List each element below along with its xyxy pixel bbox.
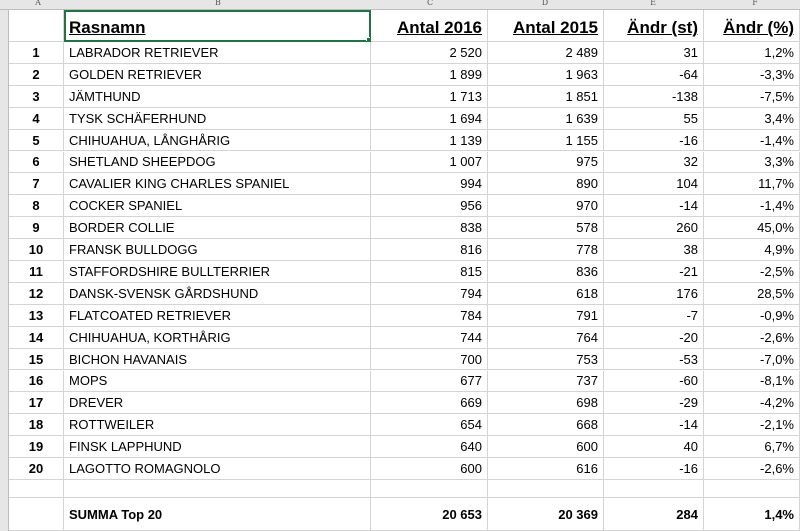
table-row: [9, 42, 800, 64]
cell-change-pct[interactable]: 28,5%: [704, 283, 800, 305]
cell-count-2016[interactable]: 784: [371, 305, 488, 327]
total-row: [9, 498, 800, 531]
cell-breed-name[interactable]: CHIHUAHUA, LÅNGHÅRIG: [64, 130, 371, 152]
table-row: [9, 64, 800, 86]
column-header-b[interactable]: B: [215, 0, 221, 7]
cell-change-abs[interactable]: -64: [604, 64, 704, 86]
cell-change-pct[interactable]: -0,9%: [704, 305, 800, 327]
empty-cell[interactable]: [9, 480, 64, 498]
cell-change-abs[interactable]: 40: [604, 436, 704, 458]
cell-rank[interactable]: 13: [9, 305, 64, 327]
cell-count-2016[interactable]: 1 713: [371, 86, 488, 108]
cell-count-2016[interactable]: 677: [371, 371, 488, 393]
cell-count-2015[interactable]: 970: [488, 195, 604, 217]
cell-count-2015[interactable]: 668: [488, 414, 604, 436]
cell-count-2016[interactable]: 816: [371, 239, 488, 261]
table-row: [9, 261, 800, 283]
cell-breed-name[interactable]: BORDER COLLIE: [64, 217, 371, 239]
cell-change-abs[interactable]: -29: [604, 392, 704, 414]
cell-breed-name[interactable]: DREVER: [64, 392, 371, 414]
empty-cell[interactable]: [488, 480, 604, 498]
cell-count-2015[interactable]: 1 155: [488, 130, 604, 152]
table-row: [9, 217, 800, 239]
empty-cell[interactable]: [64, 480, 371, 498]
cell-change-abs[interactable]: 260: [604, 217, 704, 239]
cell-rank[interactable]: 6: [9, 152, 64, 174]
cell-breed-name[interactable]: FINSK LAPPHUND: [64, 436, 371, 458]
cell-count-2016[interactable]: 2 520: [371, 42, 488, 64]
total-cell-change-abs[interactable]: 284: [604, 498, 704, 531]
cell-change-pct[interactable]: -1,4%: [704, 195, 800, 217]
cell-change-abs[interactable]: -53: [604, 349, 704, 371]
cell-change-pct[interactable]: -7,0%: [704, 349, 800, 371]
cell-change-abs[interactable]: 38: [604, 239, 704, 261]
cell-breed-name[interactable]: FLATCOATED RETRIEVER: [64, 305, 371, 327]
cell-count-2015[interactable]: 698: [488, 392, 604, 414]
cell-change-abs[interactable]: 176: [604, 283, 704, 305]
cell-change-pct[interactable]: 11,7%: [704, 173, 800, 195]
table-row: [9, 130, 800, 152]
cell-count-2015[interactable]: 791: [488, 305, 604, 327]
header-cell-change-abs[interactable]: [604, 10, 704, 42]
cell-count-2016[interactable]: 956: [371, 195, 488, 217]
cell-change-pct[interactable]: -2,6%: [704, 458, 800, 480]
cell-change-abs[interactable]: -60: [604, 371, 704, 393]
cell-rank[interactable]: 19: [9, 436, 64, 458]
cell-breed-name[interactable]: COCKER SPANIEL: [64, 195, 371, 217]
cell-breed-name[interactable]: CHIHUAHUA, KORTHÅRIG: [64, 327, 371, 349]
table-row: [9, 108, 800, 130]
empty-cell[interactable]: [604, 480, 704, 498]
total-cell-label[interactable]: SUMMA Top 20: [64, 498, 371, 531]
cell-change-pct[interactable]: -2,6%: [704, 327, 800, 349]
cell-count-2016[interactable]: 815: [371, 261, 488, 283]
total-cell-count-2016[interactable]: 20 653: [371, 498, 488, 531]
column-header-c[interactable]: C: [426, 0, 434, 7]
cell-breed-name[interactable]: MOPS: [64, 371, 371, 393]
table-row: [9, 152, 800, 174]
cell-change-abs[interactable]: 55: [604, 108, 704, 130]
cell-count-2016[interactable]: 640: [371, 436, 488, 458]
table-row: [9, 371, 800, 393]
cell-count-2015[interactable]: 600: [488, 436, 604, 458]
empty-row: [9, 480, 800, 498]
cell-change-pct[interactable]: -2,1%: [704, 414, 800, 436]
cell-change-pct[interactable]: -7,5%: [704, 86, 800, 108]
table-row: [9, 436, 800, 458]
cell-rank[interactable]: 20: [9, 458, 64, 480]
cell-rank[interactable]: 8: [9, 195, 64, 217]
cell-change-pct[interactable]: 6,7%: [704, 436, 800, 458]
column-header-a[interactable]: A: [35, 0, 41, 7]
table-row: [9, 414, 800, 436]
cell-count-2015[interactable]: 737: [488, 371, 604, 393]
table-row: [9, 195, 800, 217]
table-row: [9, 283, 800, 305]
cell-change-pct[interactable]: -1,4%: [704, 130, 800, 152]
cell-change-abs[interactable]: -14: [604, 414, 704, 436]
cell-breed-name[interactable]: JÄMTHUND: [64, 86, 371, 108]
cell-change-pct[interactable]: 1,2%: [704, 42, 800, 64]
cell-count-2016[interactable]: 1 139: [371, 130, 488, 152]
cell-count-2015[interactable]: 578: [488, 217, 604, 239]
cell-change-abs[interactable]: -138: [604, 86, 704, 108]
cell-count-2015[interactable]: 2 489: [488, 42, 604, 64]
header-row: [9, 10, 800, 42]
cell-rank[interactable]: 17: [9, 392, 64, 414]
cell-breed-name[interactable]: GOLDEN RETRIEVER: [64, 64, 371, 86]
column-header-f[interactable]: F: [752, 0, 758, 7]
header-cell-rank[interactable]: [9, 10, 64, 42]
cell-change-pct[interactable]: -2,5%: [704, 261, 800, 283]
table-row: [9, 239, 800, 261]
header-cell-count-2016[interactable]: [371, 10, 488, 42]
table-row: [9, 173, 800, 195]
header-breed-label: Rasnamn: [69, 18, 146, 37]
cell-count-2015[interactable]: 1 963: [488, 64, 604, 86]
cell-change-pct[interactable]: -4,2%: [704, 392, 800, 414]
cell-count-2016[interactable]: 794: [371, 283, 488, 305]
cell-count-2015[interactable]: 890: [488, 173, 604, 195]
cell-count-2015[interactable]: 616: [488, 458, 604, 480]
cell-rank[interactable]: 1: [9, 42, 64, 64]
cell-rank[interactable]: 10: [9, 239, 64, 261]
cell-rank[interactable]: 15: [9, 349, 64, 371]
header-count-2016-label: Antal 2016: [396, 18, 482, 37]
cell-change-abs[interactable]: -21: [604, 261, 704, 283]
cell-breed-name[interactable]: LAGOTTO ROMAGNOLO: [64, 458, 371, 480]
cell-rank[interactable]: 16: [9, 371, 64, 393]
cell-breed-name[interactable]: LABRADOR RETRIEVER: [64, 42, 371, 64]
cell-count-2015[interactable]: 778: [488, 239, 604, 261]
cell-breed-name[interactable]: TYSK SCHÄFERHUND: [64, 108, 371, 130]
cell-change-pct[interactable]: 4,9%: [704, 239, 800, 261]
cell-count-2015[interactable]: 618: [488, 283, 604, 305]
cell-count-2016[interactable]: 744: [371, 327, 488, 349]
header-cell-change-pct[interactable]: [704, 10, 800, 42]
cell-rank[interactable]: 3: [9, 86, 64, 108]
cell-rank[interactable]: 5: [9, 130, 64, 152]
cell-count-2016[interactable]: 838: [371, 217, 488, 239]
cell-rank[interactable]: 14: [9, 327, 64, 349]
cell-rank[interactable]: 11: [9, 261, 64, 283]
cell-rank[interactable]: 2: [9, 64, 64, 86]
cell-change-abs[interactable]: -14: [604, 195, 704, 217]
cell-count-2016[interactable]: 1 007: [371, 152, 488, 174]
cell-rank[interactable]: 12: [9, 283, 64, 305]
cell-count-2016[interactable]: 600: [371, 458, 488, 480]
cell-rank[interactable]: 4: [9, 108, 64, 130]
cell-count-2015[interactable]: 836: [488, 261, 604, 283]
total-cell-change-pct[interactable]: 1,4%: [704, 498, 800, 531]
empty-cell[interactable]: [704, 480, 800, 498]
table-row: [9, 327, 800, 349]
total-cell-count-2015[interactable]: 20 369: [488, 498, 604, 531]
empty-cell[interactable]: [371, 480, 488, 498]
cell-count-2015[interactable]: 753: [488, 349, 604, 371]
cell-count-2015[interactable]: 764: [488, 327, 604, 349]
cell-breed-name[interactable]: BICHON HAVANAIS: [64, 349, 371, 371]
header-change-abs-label: Ändr (st): [627, 18, 698, 37]
cell-count-2016[interactable]: 1 694: [371, 108, 488, 130]
cell-count-2015[interactable]: 1 851: [488, 86, 604, 108]
row-header-strip[interactable]: [0, 10, 9, 531]
cell-rank[interactable]: 7: [9, 173, 64, 195]
header-cell-count-2015[interactable]: [488, 10, 604, 42]
cell-change-abs[interactable]: -7: [604, 305, 704, 327]
cell-count-2016[interactable]: 1 899: [371, 64, 488, 86]
cell-change-abs[interactable]: 31: [604, 42, 704, 64]
cell-change-pct[interactable]: -3,3%: [704, 64, 800, 86]
cell-breed-name[interactable]: SHETLAND SHEEPDOG: [64, 152, 371, 174]
cell-count-2016[interactable]: 994: [371, 173, 488, 195]
cell-count-2016[interactable]: 700: [371, 349, 488, 371]
cell-change-pct[interactable]: 3,3%: [704, 152, 800, 174]
column-header-e[interactable]: E: [650, 0, 656, 7]
cell-breed-name[interactable]: STAFFORDSHIRE BULLTERRIER: [64, 261, 371, 283]
cell-change-abs[interactable]: -16: [604, 458, 704, 480]
header-cell-breed-name[interactable]: [64, 10, 371, 42]
cell-breed-name[interactable]: FRANSK BULLDOGG: [64, 239, 371, 261]
table-row: [9, 392, 800, 414]
cell-change-pct[interactable]: 3,4%: [704, 108, 800, 130]
table-row: [9, 349, 800, 371]
header-change-pct-label: Ändr (%): [723, 18, 794, 37]
cell-count-2015[interactable]: 975: [488, 152, 604, 174]
table-row: [9, 86, 800, 108]
total-cell-rank[interactable]: [9, 498, 64, 531]
cell-change-abs[interactable]: 104: [604, 173, 704, 195]
cell-breed-name[interactable]: CAVALIER KING CHARLES SPANIEL: [64, 173, 371, 195]
cell-change-abs[interactable]: 32: [604, 152, 704, 174]
cell-change-pct[interactable]: 45,0%: [704, 217, 800, 239]
cell-count-2016[interactable]: 654: [371, 414, 488, 436]
cell-change-abs[interactable]: -16: [604, 130, 704, 152]
column-header-bar: [0, 0, 800, 10]
table-row: [9, 458, 800, 480]
cell-rank[interactable]: 18: [9, 414, 64, 436]
column-header-d[interactable]: D: [541, 0, 549, 7]
table-row: [9, 305, 800, 327]
cell-breed-name[interactable]: DANSK-SVENSK GÅRDSHUND: [64, 283, 371, 305]
cell-count-2016[interactable]: 669: [371, 392, 488, 414]
cell-change-abs[interactable]: -20: [604, 327, 704, 349]
header-count-2015-label: Antal 2015: [512, 18, 598, 37]
cell-rank[interactable]: 9: [9, 217, 64, 239]
cell-change-pct[interactable]: -8,1%: [704, 371, 800, 393]
cell-count-2015[interactable]: 1 639: [488, 108, 604, 130]
cell-breed-name[interactable]: ROTTWEILER: [64, 414, 371, 436]
